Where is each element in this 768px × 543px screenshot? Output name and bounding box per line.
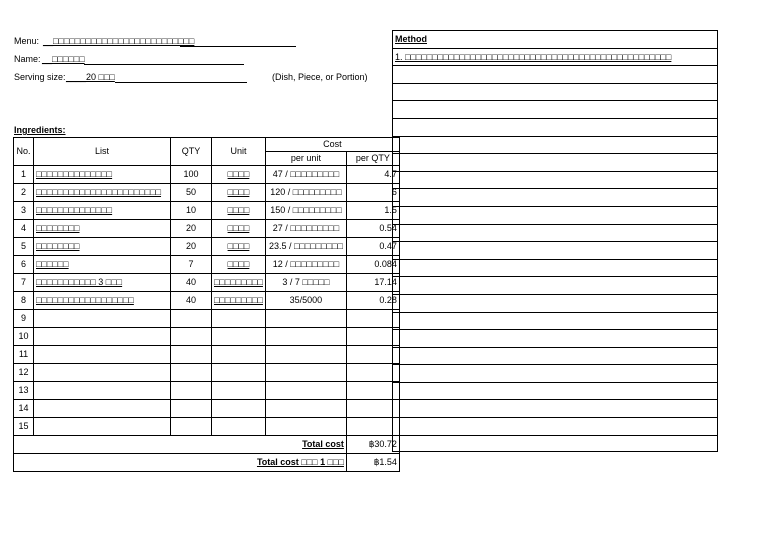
cost-per-unit bbox=[265, 418, 346, 436]
cost-per-unit bbox=[265, 310, 346, 328]
total-cost-value: ฿30.72 bbox=[346, 436, 399, 454]
table-row bbox=[14, 166, 400, 184]
quantity: 10 bbox=[171, 202, 212, 220]
quantity: 100 bbox=[171, 166, 212, 184]
method-line bbox=[393, 330, 717, 348]
method-line bbox=[393, 66, 717, 84]
header-qty: QTY bbox=[171, 138, 212, 166]
table-row bbox=[14, 256, 400, 274]
unit bbox=[212, 400, 266, 418]
ingredient-name bbox=[34, 310, 171, 328]
ingredient-name: □□□□□□□□□□□□□□ bbox=[34, 202, 171, 220]
table-row bbox=[14, 346, 400, 364]
unit: □□□□□□□□□ bbox=[212, 292, 266, 310]
table-row bbox=[14, 238, 400, 256]
ingredient-name bbox=[34, 328, 171, 346]
quantity: 20 bbox=[171, 220, 212, 238]
cost-per-unit: 120 / □□□□□□□□□ bbox=[265, 184, 346, 202]
ingredient-name: □□□□□□□□ bbox=[34, 220, 171, 238]
cost-per-qty: 0.54 bbox=[346, 220, 399, 238]
method-line bbox=[393, 84, 717, 102]
ingredient-name: □□□□□□□□ bbox=[34, 238, 171, 256]
menu-value: __□□□□□□□□□□□□□□□□□□□□□□□□□□ bbox=[43, 36, 195, 46]
cost-per-unit: 35/5000 bbox=[265, 292, 346, 310]
ingredient-name bbox=[34, 418, 171, 436]
cost-per-qty: 1.5 bbox=[346, 202, 399, 220]
quantity bbox=[171, 328, 212, 346]
table-row bbox=[14, 328, 400, 346]
unit: □□□□ bbox=[212, 238, 266, 256]
method-title: Method bbox=[393, 31, 717, 49]
header-unit: Unit bbox=[212, 138, 266, 166]
method-line bbox=[393, 277, 717, 295]
row-number: 7 bbox=[14, 274, 34, 292]
quantity bbox=[171, 418, 212, 436]
quantity: 20 bbox=[171, 238, 212, 256]
cost-per-qty: 0.084 bbox=[346, 256, 399, 274]
quantity: 40 bbox=[171, 274, 212, 292]
row-number: 5 bbox=[14, 238, 34, 256]
menu-underline bbox=[180, 46, 296, 47]
ingredient-name bbox=[34, 400, 171, 418]
unit bbox=[212, 364, 266, 382]
table-row bbox=[14, 418, 400, 436]
method-line bbox=[393, 189, 717, 207]
unit bbox=[212, 418, 266, 436]
table-row bbox=[14, 220, 400, 238]
cost-per-qty: 17.14 bbox=[346, 274, 399, 292]
quantity bbox=[171, 346, 212, 364]
cost-per-qty: 6 bbox=[346, 184, 399, 202]
row-number: 15 bbox=[14, 418, 34, 436]
method-line: 1. □□□□□□□□□□□□□□□□□□□□□□□□□□□□□□□□□□□□□□□□□□□□□□□□□ bbox=[393, 49, 717, 67]
row-number: 9 bbox=[14, 310, 34, 328]
header-no: No. bbox=[14, 138, 34, 166]
table-row bbox=[14, 184, 400, 202]
ingredient-name bbox=[34, 346, 171, 364]
row-number: 6 bbox=[14, 256, 34, 274]
unit bbox=[212, 382, 266, 400]
unit: □□□□ bbox=[212, 256, 266, 274]
cost-per-unit: 12 / □□□□□□□□□ bbox=[265, 256, 346, 274]
table-row bbox=[14, 400, 400, 418]
row-number: 14 bbox=[14, 400, 34, 418]
method-line bbox=[393, 154, 717, 172]
menu-label: Menu: bbox=[14, 36, 40, 46]
method-line bbox=[393, 172, 717, 190]
unit bbox=[212, 328, 266, 346]
method-line bbox=[393, 436, 717, 454]
unit: □□□□ bbox=[212, 202, 266, 220]
cost-per-unit: 47 / □□□□□□□□□ bbox=[265, 166, 346, 184]
row-number: 10 bbox=[14, 328, 34, 346]
cost-per-unit bbox=[265, 382, 346, 400]
cost-per-unit: 150 / □□□□□□□□□ bbox=[265, 202, 346, 220]
quantity bbox=[171, 310, 212, 328]
ingredient-name: □□□□□□□□□□□□□□□□□□□□□□□ bbox=[34, 184, 171, 202]
serving-size-value: ____20 □□□ bbox=[66, 72, 115, 82]
table-row bbox=[14, 364, 400, 382]
unit: □□□□□□□□□ bbox=[212, 274, 266, 292]
method-line bbox=[393, 400, 717, 418]
ingredient-name bbox=[34, 364, 171, 382]
name-value: __□□□□□□ bbox=[42, 54, 85, 64]
table-row bbox=[14, 382, 400, 400]
total-cost-per-serving-label: Total cost □□□ 1 □□□ bbox=[14, 454, 347, 472]
cost-per-qty: 0.28 bbox=[346, 292, 399, 310]
quantity bbox=[171, 382, 212, 400]
ingredient-name: □□□□□□□□□□□□□□ bbox=[34, 166, 171, 184]
cost-per-qty: 0.47 bbox=[346, 238, 399, 256]
cost-per-unit bbox=[265, 328, 346, 346]
method-line bbox=[393, 365, 717, 383]
quantity bbox=[171, 364, 212, 382]
ingredient-name: □□□□□□ bbox=[34, 256, 171, 274]
row-number: 4 bbox=[14, 220, 34, 238]
serving-size-hint: (Dish, Piece, or Portion) bbox=[272, 72, 368, 82]
unit: □□□□ bbox=[212, 220, 266, 238]
method-line bbox=[393, 225, 717, 243]
quantity: 7 bbox=[171, 256, 212, 274]
serving-size-underline bbox=[115, 82, 247, 83]
method-line bbox=[393, 418, 717, 436]
ingredient-name bbox=[34, 382, 171, 400]
unit: □□□□ bbox=[212, 166, 266, 184]
name-label: Name: bbox=[14, 54, 41, 64]
header-per-unit: per unit bbox=[265, 152, 346, 166]
cost-per-unit: 27 / □□□□□□□□□ bbox=[265, 220, 346, 238]
row-number: 13 bbox=[14, 382, 34, 400]
method-line bbox=[393, 295, 717, 313]
total-cost-per-serving-value: ฿1.54 bbox=[346, 454, 399, 472]
header-cost: Cost bbox=[265, 138, 399, 152]
row-number: 8 bbox=[14, 292, 34, 310]
cost-per-unit: 23.5 / □□□□□□□□□ bbox=[265, 238, 346, 256]
method-line bbox=[393, 313, 717, 331]
cost-per-qty: 4.7 bbox=[346, 166, 399, 184]
quantity: 50 bbox=[171, 184, 212, 202]
table-row bbox=[14, 310, 400, 328]
row-number: 11 bbox=[14, 346, 34, 364]
method-line bbox=[393, 101, 717, 119]
cost-per-unit bbox=[265, 346, 346, 364]
row-number: 1 bbox=[14, 166, 34, 184]
cost-per-unit bbox=[265, 400, 346, 418]
method-line bbox=[393, 119, 717, 137]
quantity bbox=[171, 400, 212, 418]
total-cost-label: Total cost bbox=[14, 436, 347, 454]
cost-per-unit: 3 / 7 □□□□□ bbox=[265, 274, 346, 292]
table-row bbox=[14, 292, 400, 310]
ingredient-name: □□□□□□□□□□□□□□□□□□ bbox=[34, 292, 171, 310]
header-list: List bbox=[34, 138, 171, 166]
method-line bbox=[393, 242, 717, 260]
quantity: 40 bbox=[171, 292, 212, 310]
method-line bbox=[393, 207, 717, 225]
cost-per-unit bbox=[265, 364, 346, 382]
table-row bbox=[14, 202, 400, 220]
name-underline bbox=[84, 64, 244, 65]
ingredients-table bbox=[13, 137, 400, 472]
method-line bbox=[393, 137, 717, 155]
serving-size-label: Serving size: bbox=[14, 72, 66, 82]
row-number: 12 bbox=[14, 364, 34, 382]
row-number: 3 bbox=[14, 202, 34, 220]
method-panel bbox=[392, 30, 718, 452]
unit: □□□□ bbox=[212, 184, 266, 202]
method-line bbox=[393, 348, 717, 366]
unit bbox=[212, 346, 266, 364]
row-number: 2 bbox=[14, 184, 34, 202]
ingredients-heading: Ingredients: bbox=[14, 125, 66, 135]
table-row bbox=[14, 274, 400, 292]
method-line bbox=[393, 383, 717, 401]
method-line bbox=[393, 260, 717, 278]
ingredient-name: □□□□□□□□□□□ 3 □□□ bbox=[34, 274, 171, 292]
unit bbox=[212, 310, 266, 328]
header-per-qty: per QTY bbox=[346, 152, 399, 166]
